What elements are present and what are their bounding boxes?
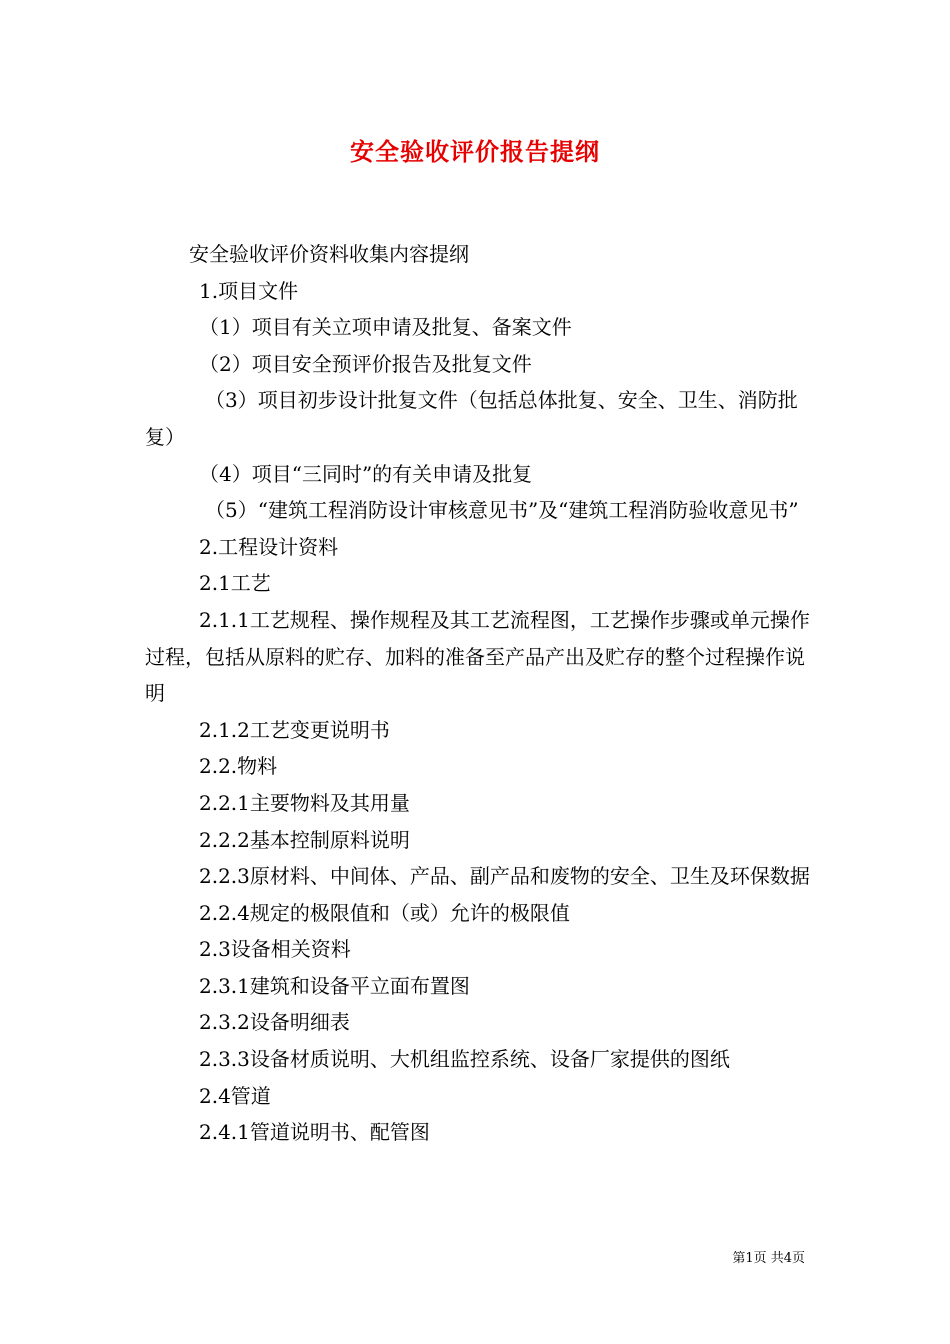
outline-heading: 安全验收评价资料收集内容提纲 xyxy=(189,242,469,266)
outline-item: （4）项目“三同时”的有关申请及批复 xyxy=(199,461,533,486)
outline-item: 1.项目文件 xyxy=(199,278,299,303)
outline-item: （1）项目有关立项申请及批复、备案文件 xyxy=(199,315,572,340)
outline-item: 2.2.2基本控制原料说明 xyxy=(199,827,410,852)
page-number: 第1页 共4页 xyxy=(732,1251,805,1266)
document-title: 安全验收评价报告提纲 xyxy=(350,137,600,166)
document-body xyxy=(145,236,810,1151)
outline-item: 2.2.3原材料、中间体、产品、副产品和废物的安全、卫生及环保数据 xyxy=(199,864,810,889)
outline-item: 2.1.1工艺规程、操作规程及其工艺流程图，工艺操作步骤或单元操作过程，包括从原料的贮存、加料的准备至产品产出及贮存的整个过程操作说明 xyxy=(145,607,810,706)
outline-item: （3）项目初步设计批复文件（包括总体批复、安全、卫生、消防批复） xyxy=(145,388,798,449)
outline-item: 2.1.2工艺变更说明书 xyxy=(199,717,390,742)
outline-item: 2.4管道 xyxy=(199,1083,271,1108)
outline-item: 2.2.1主要物料及其用量 xyxy=(199,790,410,815)
outline-item: （2）项目安全预评价报告及批复文件 xyxy=(199,351,532,376)
outline-item: 2.工程设计资料 xyxy=(199,534,339,559)
outline-item: 2.2.物料 xyxy=(199,754,278,779)
outline-item: 2.3设备相关资料 xyxy=(199,937,351,962)
outline-item: 2.2.4规定的极限值和（或）允许的极限值 xyxy=(199,900,570,925)
outline-item: 2.3.1建筑和设备平立面布置图 xyxy=(199,973,470,998)
outline-item: （5）“建筑工程消防设计审核意见书”及“建筑工程消防验收意见书” xyxy=(205,498,799,523)
outline-item: 2.3.2设备明细表 xyxy=(199,1010,350,1035)
outline-item: 2.3.3设备材质说明、大机组监控系统、设备厂家提供的图纸 xyxy=(199,1047,730,1072)
outline-item: 2.4.1管道说明书、配管图 xyxy=(199,1120,430,1145)
outline-item: 2.1工艺 xyxy=(199,571,271,596)
